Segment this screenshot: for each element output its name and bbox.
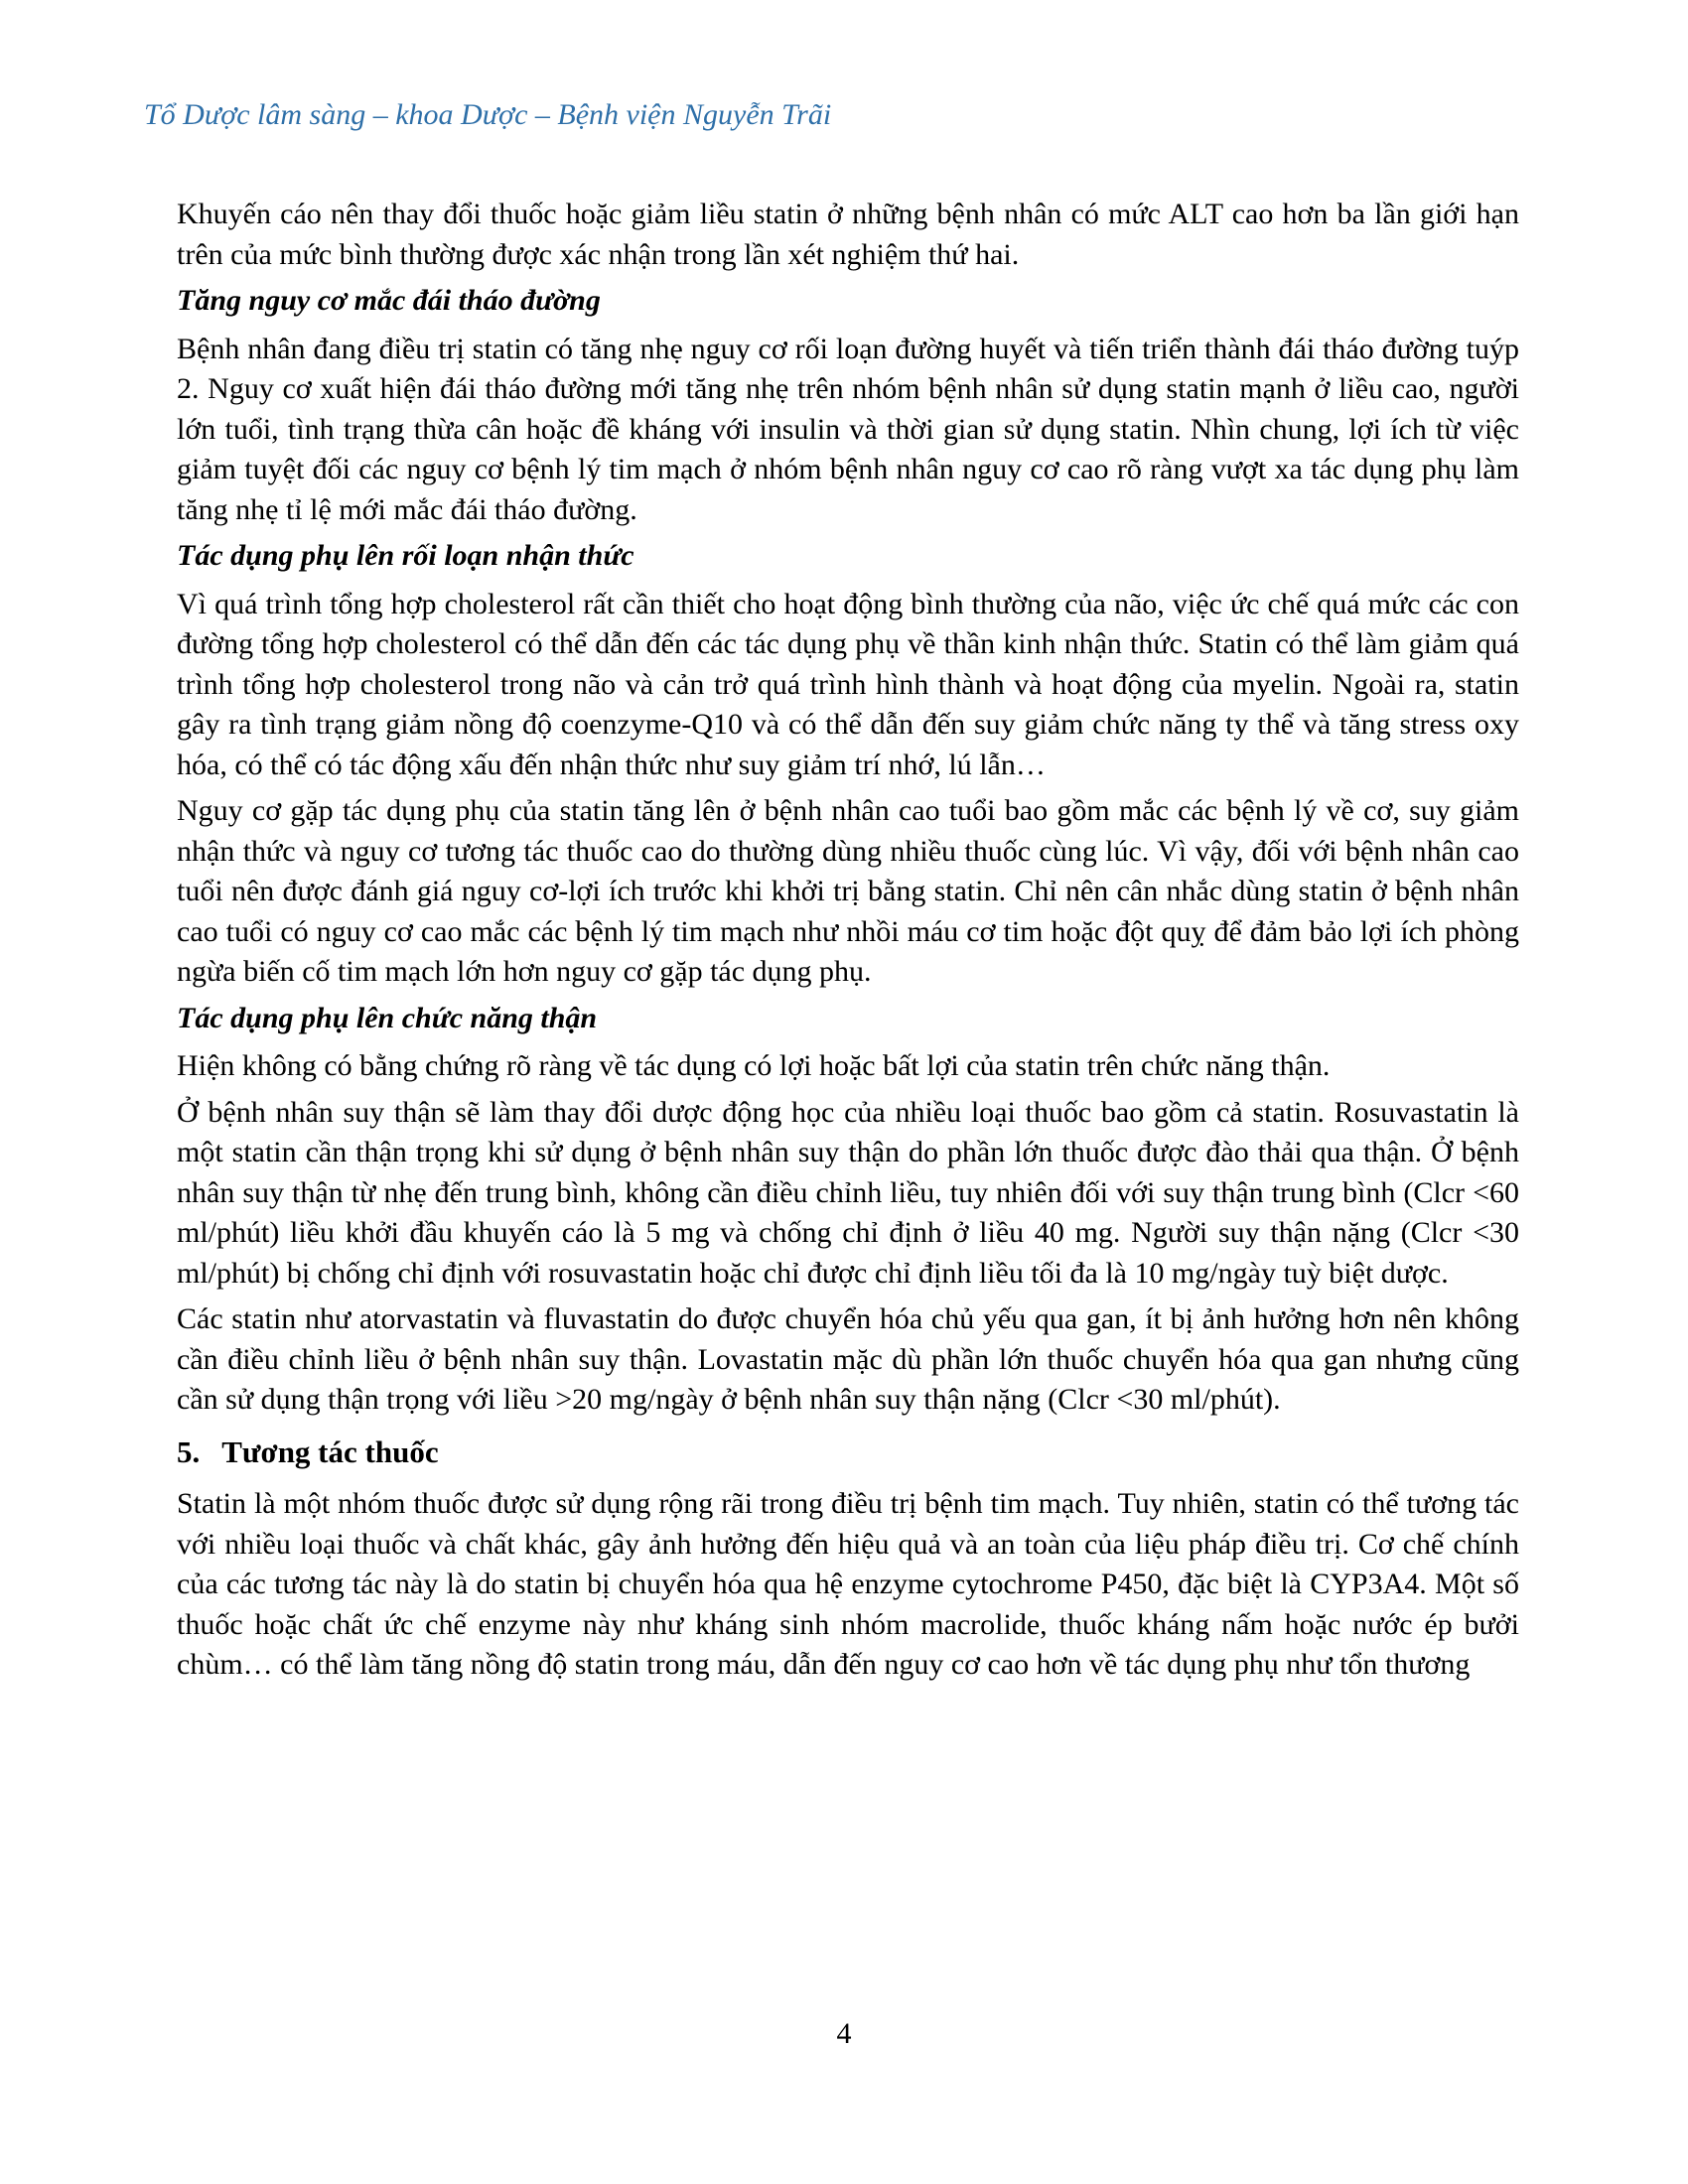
page-number: 4 <box>836 2017 852 2050</box>
paragraph: Statin là một nhóm thuốc được sử dụng rộng rãi trong điều trị bệnh tim mạch. Tuy nhiên, statin có thể tương tác với nhiều loại thuốc và chất khác, gây ảnh hưởng đến hiệu quả và an toàn của liệu pháp điều trị. Cơ chế chính của các tương tác này là do statin bị chuyển hóa qua hệ enzyme cytochrome P450, đặc biệt là CYP3A4. Một số thuốc hoặc chất ức chế enzyme này như kháng sinh nhóm macrolide, thuốc kháng nấm hoặc nước ép bưởi chùm… có thể làm tăng nồng độ statin trong máu, dẫn đến nguy cơ cao hơn về tác dụng phụ như tổn thương <box>177 1487 1519 1681</box>
section-title: Tương tác thuốc <box>221 1433 439 1469</box>
section-heading <box>177 1433 1519 1473</box>
paragraph: Hiện không có bằng chứng rõ ràng về tác dụng có lợi hoặc bất lợi của statin trên chức năng thận. <box>177 1049 1331 1082</box>
page-header: Tổ Dược lâm sàng – khoa Dược – Bệnh viện Nguyễn Trãi <box>144 98 832 131</box>
paragraph: Ở bệnh nhân suy thận sẽ làm thay đổi dược động học của nhiều loại thuốc bao gồm cả statin. Rosuvastatin là một statin cần thận trọng khi sử dụng ở bệnh nhân suy thận do phần lớn thuốc được đào thải qua thận. Ở bệnh nhân suy thận từ nhẹ đến trung bình, không cần điều chỉnh liều, tuy nhiên đối với suy thận trung bình (Clcr <60 ml/phút) liều khởi đầu khuyến cáo là 5 mg và chống chỉ định ở liều 40 mg. Người suy thận nặng (Clcr <30 ml/phút) bị chống chỉ định với rosuvastatin hoặc chỉ được chỉ định liều tối đa là 10 mg/ngày tuỳ biệt dược. <box>177 1095 1519 1290</box>
document-body <box>177 195 1519 1692</box>
subheading: Tăng nguy cơ mắc đái tháo đường <box>177 284 601 317</box>
paragraph: Các statin như atorvastatin và fluvastatin do được chuyển hóa chủ yếu qua gan, ít bị ảnh hưởng hơn nên không cần điều chỉnh liều ở bệnh nhân suy thận. Lovastatin mặc dù phần lớn thuốc chuyển hóa qua gan nhưng cũng cần sử dụng thận trọng với liều >20 mg/ngày ở bệnh nhân suy thận nặng (Clcr <30 ml/phút). <box>177 1302 1519 1416</box>
subheading: Tác dụng phụ lên rối loạn nhận thức <box>177 539 634 572</box>
paragraph: Bệnh nhân đang điều trị statin có tăng nhẹ nguy cơ rối loạn đường huyết và tiến triển thành đái tháo đường tuýp 2. Nguy cơ xuất hiện đái tháo đường mới tăng nhẹ trên nhóm bệnh nhân sử dụng statin mạnh ở liều cao, người lớn tuổi, tình trạng thừa cân hoặc đề kháng với insulin và thời gian sử dụng statin. Nhìn chung, lợi ích từ việc giảm tuyệt đối các nguy cơ bệnh lý tim mạch ở nhóm bệnh nhân nguy cơ cao rõ ràng vượt xa tác dụng phụ làm tăng nhẹ tỉ lệ mới mắc đái tháo đường. <box>177 332 1519 526</box>
paragraph: Nguy cơ gặp tác dụng phụ của statin tăng lên ở bệnh nhân cao tuổi bao gồm mắc các bệnh lý về cơ, suy giảm nhận thức và nguy cơ tương tác thuốc cao do thường dùng nhiều thuốc cùng lúc. Vì vậy, đối với bệnh nhân cao tuổi nên được đánh giá nguy cơ-lợi ích trước khi khởi trị bằng statin. Chỉ nên cân nhắc dùng statin ở bệnh nhân cao tuổi có nguy cơ cao mắc các bệnh lý tim mạch như nhồi máu cơ tim hoặc đột quỵ để đảm bảo lợi ích phòng ngừa biến cố tim mạch lớn hơn nguy cơ gặp tác dụng phụ. <box>177 794 1519 988</box>
paragraph: Vì quá trình tổng hợp cholesterol rất cần thiết cho hoạt động bình thường của não, việc ức chế quá mức các con đường tổng hợp cholesterol có thể dẫn đến các tác dụng phụ về thần kinh nhận thức. Statin có thể làm giảm quá trình tổng hợp cholesterol trong não và cản trở quá trình hình thành và hoạt động của myelin. Ngoài ra, statin gây ra tình trạng giảm nồng độ coenzyme-Q10 và có thể dẫn đến suy giảm chức năng ty thể và tăng stress oxy hóa, có thể có tác động xấu đến nhận thức như suy giảm trí nhớ, lú lẫn… <box>177 587 1519 781</box>
subheading: Tác dụng phụ lên chức năng thận <box>177 1001 598 1034</box>
section-number: 5. <box>177 1433 201 1469</box>
paragraph: Khuyến cáo nên thay đổi thuốc hoặc giảm liều statin ở những bệnh nhân có mức ALT cao hơn ba lần giới hạn trên của mức bình thường được xác nhận trong lần xét nghiệm thứ hai. <box>177 198 1519 271</box>
